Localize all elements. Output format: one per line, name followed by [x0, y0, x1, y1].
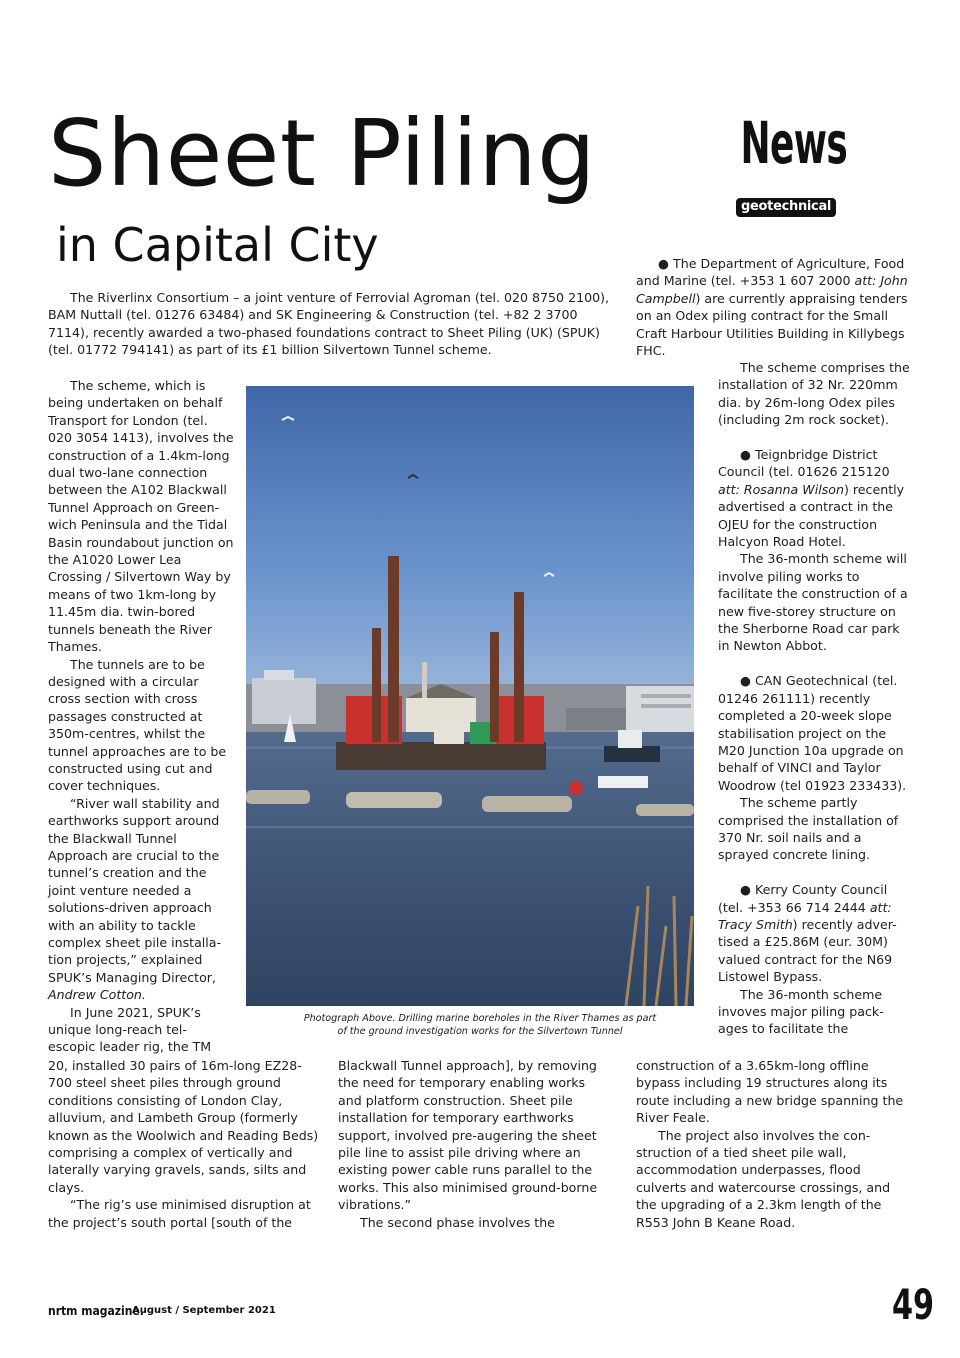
news-text: Teignbridge District Council (tel. 01626 215120	[718, 447, 890, 480]
news-text: The Department of Agriculture, Food and Marine (tel. +353 1 607 2000	[636, 256, 905, 289]
news-paragraph: The 36-month scheme invoves major piling pack-ages to facilitate the	[718, 986, 884, 1037]
bullet: ●	[740, 673, 751, 689]
category-badge: geotechnical	[736, 198, 836, 217]
news-text: ) recently adver-tised a £25.86M (eur. 30M) valued contract for the N69 Listowel Bypass.	[718, 916, 897, 985]
news-paragraph: The scheme partly comprised the installation of 370 Nr. soil nails and a sprayed concrete lining.	[718, 795, 899, 863]
section-heading: News	[740, 109, 848, 177]
intro-paragraph: The Riverlinx Consortium – a joint venture of Ferrovial Agroman (tel. 020 8750 2100), BAM Nuttall (tel. 01276 63484) and SK Engineering & Construction (tel. +82 2 3700 7114), recently awarded a two-phased foundations contract to Sheet Piling (UK) (SPUK) (tel. 01772 794141) as part of its £1 billion Silvertown Tunnel scheme.	[48, 290, 610, 358]
news-text: ) are currently appraising tenders on an Odex piling contract for the Small Craft Harbour Utilities Building in Killybegs FHC.	[636, 290, 908, 359]
article-subtitle: in Capital City	[56, 218, 379, 272]
news-text: Kerry County Council (tel. +353 66 714 2444	[718, 882, 888, 915]
magazine-name: nrtm magazine.	[48, 1304, 144, 1318]
news-column-continued	[636, 1057, 912, 1231]
news-paragraph	[636, 255, 912, 359]
news-paragraph: The 36-month scheme will involve piling works to facilitate the construction of a new five-storey structure on the Sherborne Road car park in Newton Abbot.	[718, 551, 908, 654]
person-name: Andrew Cotton.	[48, 987, 146, 1003]
body-paragraph: 20, installed 30 pairs of 16m-long EZ28-700 steel sheet piles through ground conditions consisting of London Clay, alluvium, and Lambeth Group (formerly known as the Woolwich and Reading Beds) comprising a complex of vertically and laterally varying gravels, sands, silts and clays.	[48, 1058, 319, 1195]
attention-contact: att: Tracy Smith	[718, 899, 892, 932]
article-column-2	[338, 1057, 610, 1231]
body-paragraph: The scheme, which is being undertaken on behalf Transport for London (tel. 020 3054 1413), involves the construction of a 1.4km-long dual two-lane connection between the A102 Blackwall Tunnel Approach on Green-wich Peninsula and the Tidal Basin roundabout junction on the A1020 Lower Lea Crossing / Silvertown Way by means of two 1km-long by 11.45m dia. twin-bored tunnels beneath the River Thames.	[48, 378, 234, 655]
article-photo	[246, 386, 694, 1006]
news-item-agriculture	[636, 255, 912, 359]
quote-text: “River wall stability and earthworks support around the Blackwall Tunnel Approach are crucial to the tunnel’s creation and the joint venture needed a solutions-driven approach with an ability to tackle complex sheet pile installa-tion projects,” explained SPUK’s Managing Director,	[48, 795, 222, 985]
bullet: ●	[740, 882, 751, 898]
photo-caption: Photograph Above. Drilling marine boreholes in the River Thames as part of the ground investigation works for the Silvertown Tunnel	[303, 1013, 657, 1037]
body-paragraph: Blackwall Tunnel approach], by removing the need for temporary enabling works and platform construction. Sheet pile installation for temporary earthworks support, involved pre-augering the sheet pile line to assist pile driving where an existing power cable runs parallel to the works. This also minimised ground-borne vibrations.”	[338, 1058, 598, 1213]
news-column	[718, 359, 912, 1038]
body-paragraph	[48, 795, 234, 1004]
attention-contact: att: Rosanna Wilson	[718, 481, 844, 497]
news-paragraph: construction of a 3.65km-long offline bypass including 19 structures along its route including a new bridge spanning the River Feale.	[636, 1058, 904, 1126]
body-paragraph: In June 2021, SPUK’s unique long-reach tel-escopic leader rig, the TM	[48, 1004, 212, 1055]
news-item-teignbridge	[718, 446, 912, 550]
body-paragraph: “The rig’s use minimised disruption at the project’s south portal [south of the	[48, 1197, 311, 1230]
article-column-1-continued	[48, 1057, 324, 1231]
article-title: Sheet Piling	[48, 100, 597, 207]
news-text: CAN Geotechnical (tel. 01246 261111) recently completed a 20-week slope stabilisation project on the M20 Junction 10a upgrade on behalf of VINCI and Taylor Woodrow (tel 01923 233433).	[718, 673, 907, 793]
article-column-1	[48, 377, 234, 1056]
news-paragraph: The scheme comprises the installation of 32 Nr. 220mm dia. by 26m-long Odex piles (including 2m rock socket).	[718, 360, 910, 428]
bullet: ●	[658, 256, 669, 271]
body-paragraph: The second phase involves the	[360, 1214, 555, 1230]
news-paragraph: The project also involves the con-struction of a tied sheet pile wall, accommodation underpasses, flood culverts and watercourse crossings, and the upgrading of a 2.3km length of the R553 John B Keane Road.	[636, 1127, 891, 1230]
news-item-can-geotechnical	[718, 672, 912, 794]
news-text: ) recently advertised a contract in the OJEU for the construction Halcyon Road Hotel.	[718, 481, 905, 550]
news-item-kerry	[718, 881, 912, 985]
page-number: 49	[892, 1280, 935, 1329]
bullet: ●	[740, 447, 751, 463]
attention-contact: att: John Campbell	[636, 273, 908, 306]
issue-date: August / September 2021	[132, 1305, 276, 1316]
body-paragraph: The tunnels are to be designed with a circular cross section with cross passages constructed at 350m-centres, whilst the tunnel approaches are to be constructed using cut and cover techniques.	[48, 656, 227, 794]
